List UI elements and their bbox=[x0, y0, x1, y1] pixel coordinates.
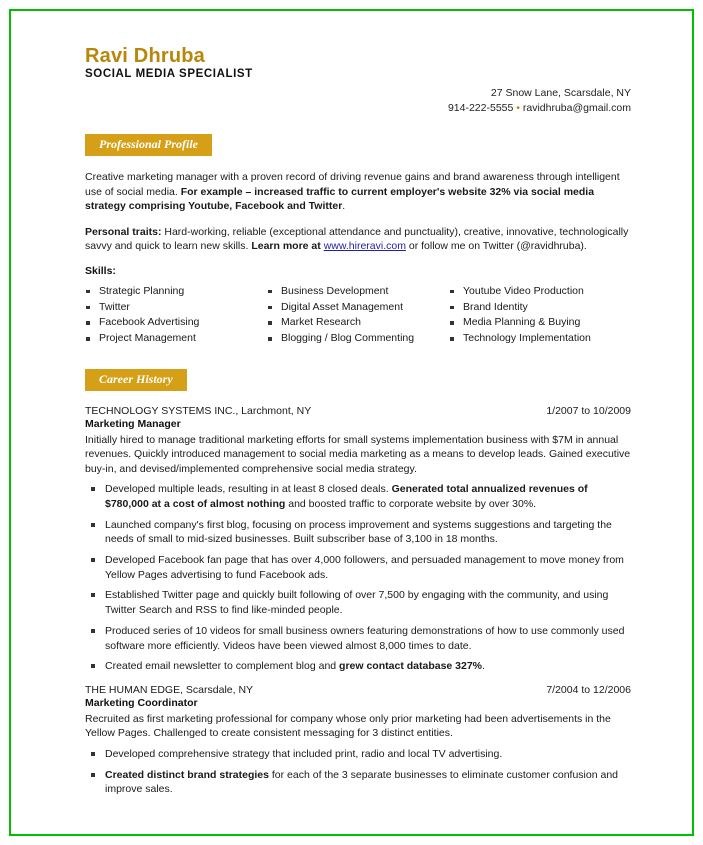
skills-column-1 bbox=[85, 284, 267, 347]
website-link[interactable]: www.hireravi.com bbox=[323, 240, 406, 253]
bullet-text-a: Developed multiple leads, resulting in at least 8 closed deals. bbox=[105, 483, 392, 496]
list-item: Brand Identity bbox=[449, 300, 631, 316]
profile-p1-part-a: Creative marketing manager with a proven record of driving revenue gains and brand awareness through intelligent use of social media. bbox=[85, 171, 620, 198]
section-label-career-history: Career History bbox=[85, 369, 187, 391]
list-item: Youtube Video Production bbox=[449, 284, 631, 300]
job-header bbox=[85, 684, 631, 696]
bullet-text-bold: grew contact database 327% bbox=[339, 660, 483, 673]
contact-address: 27 Snow Lane, Scarsdale, NY bbox=[490, 87, 631, 99]
bullet-text-a: Produced series of 10 videos for small business owners featuring demonstrations of how to use commonly used software more efficiently. Videos have been viewed almost 8,000 times to date. bbox=[105, 624, 625, 652]
list-item bbox=[85, 768, 631, 797]
skills-list-2 bbox=[267, 284, 449, 347]
skills-columns bbox=[85, 284, 631, 347]
candidate-name: Ravi Dhruba bbox=[85, 45, 206, 67]
bullet-text-a: Created email newsletter to complement blog and bbox=[105, 660, 340, 673]
section-header-career-history bbox=[85, 369, 631, 391]
list-item: Technology Implementation bbox=[449, 331, 631, 347]
list-item: Digital Asset Management bbox=[267, 300, 449, 316]
job-company: TECHNOLOGY SYSTEMS INC., Larchmont, NY bbox=[85, 404, 312, 417]
bullet-text-a: Developed comprehensive strategy that included print, radio and local TV advertising. bbox=[105, 747, 503, 760]
resume-sheet bbox=[17, 17, 686, 828]
job-title: Marketing Coordinator bbox=[85, 696, 198, 709]
bullet-text-a: Established Twitter page and quickly built following of over 7,500 by engaging with the community, and using Twitter Search and RSS to find like-minded people. bbox=[105, 589, 609, 617]
profile-p1-part-c: . bbox=[342, 200, 346, 213]
profile-p1-highlight: For example – increased traffic to current employer's website 32% via social media strategy comprising Youtube, Facebook and Twitter bbox=[85, 185, 595, 213]
resume-header bbox=[85, 45, 631, 116]
list-item: Market Research bbox=[267, 315, 449, 331]
job-bullets bbox=[85, 482, 631, 674]
bullet-text-a: Launched company's first blog, focusing on process improvement and systems suggestions and targeting the needs of small to mid-sized businesses. Built subscriber base of 3,100 in 18 months. bbox=[105, 518, 612, 546]
personal-traits-label: Personal traits: bbox=[85, 225, 162, 238]
contact-block bbox=[85, 86, 631, 116]
job-entry bbox=[85, 684, 631, 797]
job-bullets bbox=[85, 747, 631, 797]
bullet-text-bold: Created distinct brand strategies bbox=[105, 768, 269, 781]
list-item: Strategic Planning bbox=[85, 284, 267, 300]
list-item: Business Development bbox=[267, 284, 449, 300]
skills-list-3 bbox=[449, 284, 631, 347]
job-dates: 7/2004 to 12/2006 bbox=[546, 683, 631, 696]
list-item bbox=[85, 518, 631, 547]
bullet-text-bold: Generated total annualized revenues of $780,000 at a cost of almost nothing bbox=[105, 483, 588, 510]
job-title: Marketing Manager bbox=[85, 417, 181, 430]
skills-label: Skills: bbox=[85, 264, 116, 277]
job-dates: 1/2007 to 10/2009 bbox=[546, 404, 631, 417]
section-tab-wrap bbox=[85, 134, 220, 156]
list-item bbox=[85, 482, 631, 511]
bullet-text-a: Developed Facebook fan page that has over 4,000 followers, and persuaded management to move money from Yellow Pages advertising to fund Facebook ads. bbox=[105, 554, 624, 581]
profile-paragraph-1 bbox=[85, 170, 631, 213]
profile-p2-part-b: Hard-working, reliable (exceptional attendance and punctuality), creative, innovative, technologically savvy and quick to learn new skills. bbox=[85, 225, 629, 253]
skills-column-3 bbox=[449, 284, 631, 347]
contact-separator: • bbox=[516, 102, 520, 115]
list-item: Twitter bbox=[85, 300, 267, 316]
job-summary: Initially hired to manage traditional marketing efforts for small systems implementation business with $7M in annual revenues. Quickly introduced management to social media marketing as a means to develop leads. Gained executive buy-in, and devised/implemented comprehensive social media strategy. bbox=[85, 433, 631, 475]
section-tab-wrap bbox=[85, 369, 195, 391]
contact-email[interactable]: ravidhruba@gmail.com bbox=[522, 102, 631, 115]
section-header-professional-profile bbox=[85, 134, 631, 156]
bullet-text-c: and boosted traffic to corporate website by over 30%. bbox=[285, 498, 537, 510]
job-summary: Recruited as first marketing professional for company whose only prior marketing had been advertisements in the Yellow Pages. Challenged to create consistent messaging for 3 distinct entities. bbox=[85, 712, 611, 740]
list-item: Project Management bbox=[85, 331, 267, 347]
profile-p2-part-d: or follow me on Twitter (@ravidhruba). bbox=[405, 240, 587, 253]
list-item bbox=[85, 553, 631, 582]
candidate-title: SOCIAL MEDIA SPECIALIST bbox=[85, 68, 253, 80]
list-item bbox=[85, 588, 631, 617]
list-item: Blogging / Blog Commenting bbox=[267, 331, 449, 347]
skills-column-2 bbox=[267, 284, 449, 347]
bullet-text-c: . bbox=[482, 660, 485, 673]
list-item bbox=[85, 624, 631, 653]
bullet-text-c: for each of the 3 separate businesses to eliminate customer confusion and improve sales. bbox=[105, 768, 619, 796]
job-company: THE HUMAN EDGE, Scarsdale, NY bbox=[85, 683, 254, 696]
section-label-professional-profile: Professional Profile bbox=[85, 134, 212, 156]
skills-list-1 bbox=[85, 284, 267, 347]
job-entry bbox=[85, 405, 631, 674]
contact-line-2 bbox=[85, 101, 631, 116]
list-item: Media Planning & Buying bbox=[449, 315, 631, 331]
profile-paragraph-2 bbox=[85, 225, 631, 254]
list-item: Facebook Advertising bbox=[85, 315, 267, 331]
learn-more-label: Learn more at bbox=[251, 240, 324, 253]
job-header bbox=[85, 405, 631, 417]
list-item bbox=[85, 747, 631, 762]
list-item bbox=[85, 659, 631, 674]
contact-phone: 914-222-5555 bbox=[447, 102, 514, 115]
